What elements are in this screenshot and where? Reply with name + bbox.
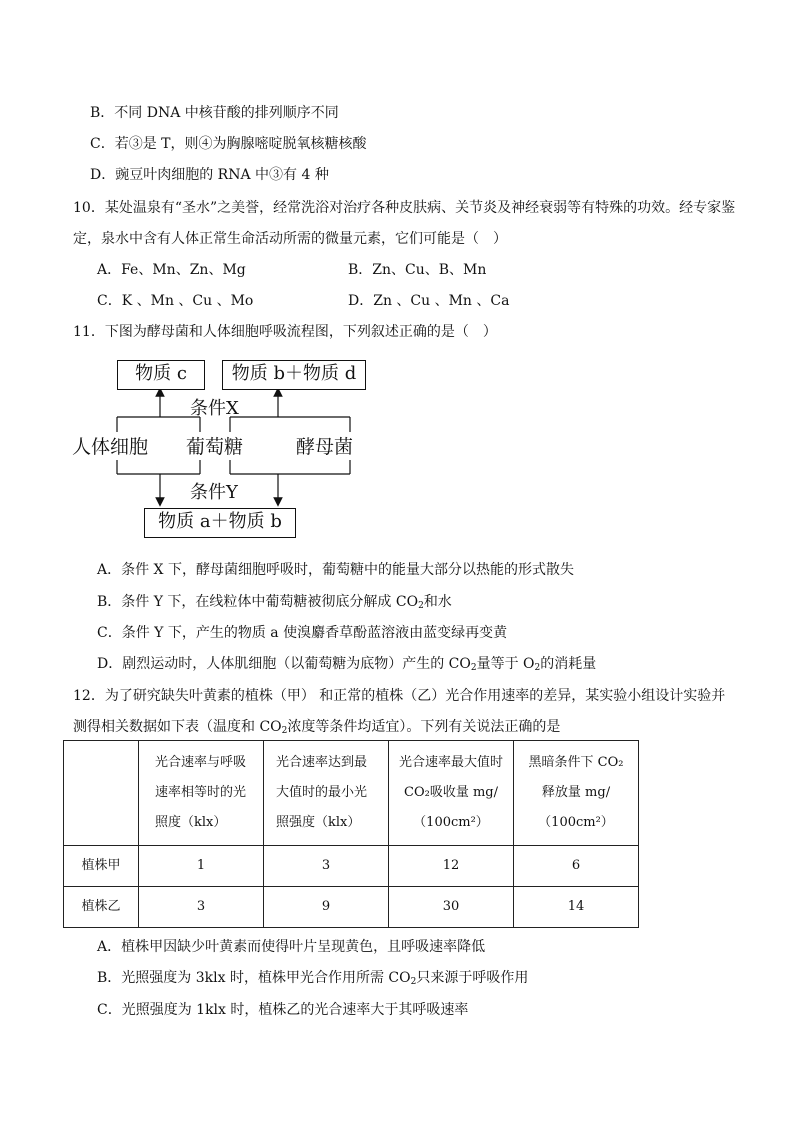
q11-stem: 11．下图为酵母菌和人体细胞呼吸流程图，下列叙述正确的是（ ） bbox=[73, 324, 497, 340]
q10-option-a: A．Fe、Mn、Zn、Mg bbox=[97, 262, 246, 278]
q9-option-b: B．不同 DNA 中核苷酸的排列顺序不同 bbox=[90, 105, 339, 121]
label-yeast: 酵母菌 bbox=[296, 436, 354, 458]
box-substance-a-b: 物质 a＋物质 b bbox=[144, 508, 296, 538]
q12-stem-line2: 测得相关数据如下表（温度和 $CO_2$浓度等条件均适宜）。下列有关说法正确的是 bbox=[73, 719, 561, 736]
table-cell: 9 bbox=[264, 887, 389, 928]
q12-data-table bbox=[63, 740, 639, 928]
table-header-cell: 光合速率最大值时 CO₂吸收量 mg/（100cm²） bbox=[389, 741, 514, 846]
box-substance-c: 物质 c bbox=[117, 360, 205, 390]
table-cell: 3 bbox=[264, 846, 389, 887]
q9-option-d: D．豌豆叶肉细胞的 RNA 中③有 4 种 bbox=[90, 167, 329, 183]
table-header-cell: 光合速率与呼吸速率相等时的光照度（klx） bbox=[139, 741, 264, 846]
label-glucose: 葡萄糖 bbox=[186, 436, 244, 458]
q11-option-d: D．剧烈运动时，人体肌细胞（以葡萄糖为底物）产生的 $CO_2$量等于 $O_2$的消耗量 bbox=[97, 656, 597, 673]
respiration-flow-diagram bbox=[70, 352, 390, 542]
table-cell: 14 bbox=[514, 887, 639, 928]
box-substance-b-d: 物质 b＋物质 d bbox=[222, 360, 366, 390]
table-row bbox=[64, 846, 639, 887]
q10-stem-line1: 10．某处温泉有“圣水”之美誉，经常洗浴对治疗各种皮肤病、关节炎及神经衰弱等有特殊的功效。经专家鉴 bbox=[73, 200, 736, 216]
q11-option-a: A．条件 X 下，酵母菌细胞呼吸时，葡萄糖中的能量大部分以热能的形式散失 bbox=[97, 562, 574, 578]
label-condition-y: 条件Y bbox=[190, 482, 238, 503]
table-row-label: 植株甲 bbox=[64, 846, 139, 887]
table-row-label: 植株乙 bbox=[64, 887, 139, 928]
q11-option-c: C．条件 Y 下，产生的物质 a 使溴麝香草酚蓝溶液由蓝变绿再变黄 bbox=[97, 625, 508, 641]
table-cell: 1 bbox=[139, 846, 264, 887]
table-header-cell: 黑暗条件下 CO₂释放量 mg/（100cm²） bbox=[514, 741, 639, 846]
q12-option-b: B．光照强度为 3klx 时，植株甲光合作用所需 $CO_2$只来源于呼吸作用 bbox=[97, 970, 529, 987]
q12-option-a: A．植株甲因缺少叶黄素而使得叶片呈现黄色，且呼吸速率降低 bbox=[97, 939, 486, 955]
table-cell: 12 bbox=[389, 846, 514, 887]
q10-option-c: C．K 、Mn 、Cu 、Mo bbox=[97, 293, 254, 309]
q11-option-b: B．条件 Y 下，在线粒体中葡萄糖被彻底分解成 $CO_2$和水 bbox=[97, 594, 452, 611]
table-cell: 3 bbox=[139, 887, 264, 928]
table-cell: 6 bbox=[514, 846, 639, 887]
table-header-row bbox=[64, 741, 639, 846]
q12-option-c: C．光照强度为 1klx 时，植株乙的光合速率大于其呼吸速率 bbox=[97, 1002, 469, 1018]
q10-option-b: B．Zn、Cu、B、Mn bbox=[348, 262, 487, 278]
q9-option-c: C．若③是 T，则④为胸腺嘧啶脱氧核糖核酸 bbox=[90, 136, 367, 152]
label-condition-x: 条件X bbox=[190, 398, 239, 419]
table-header-cell: 光合速率达到最大值时的最小光照强度（klx） bbox=[264, 741, 389, 846]
q12-stem-line1: 12．为了研究缺失叶黄素的植株（甲） 和正常的植株（乙）光合作用速率的差异，某实验小组设计实验并 bbox=[73, 688, 726, 704]
label-human-cell: 人体细胞 bbox=[72, 436, 149, 458]
table-cell: 30 bbox=[389, 887, 514, 928]
q10-stem-line2: 定，泉水中含有人体正常生命活动所需的微量元素，它们可能是（ ） bbox=[73, 231, 507, 247]
table-row bbox=[64, 887, 639, 928]
table-corner-cell bbox=[64, 741, 139, 846]
q10-option-d: D．Zn 、Cu 、Mn 、Ca bbox=[348, 293, 510, 309]
